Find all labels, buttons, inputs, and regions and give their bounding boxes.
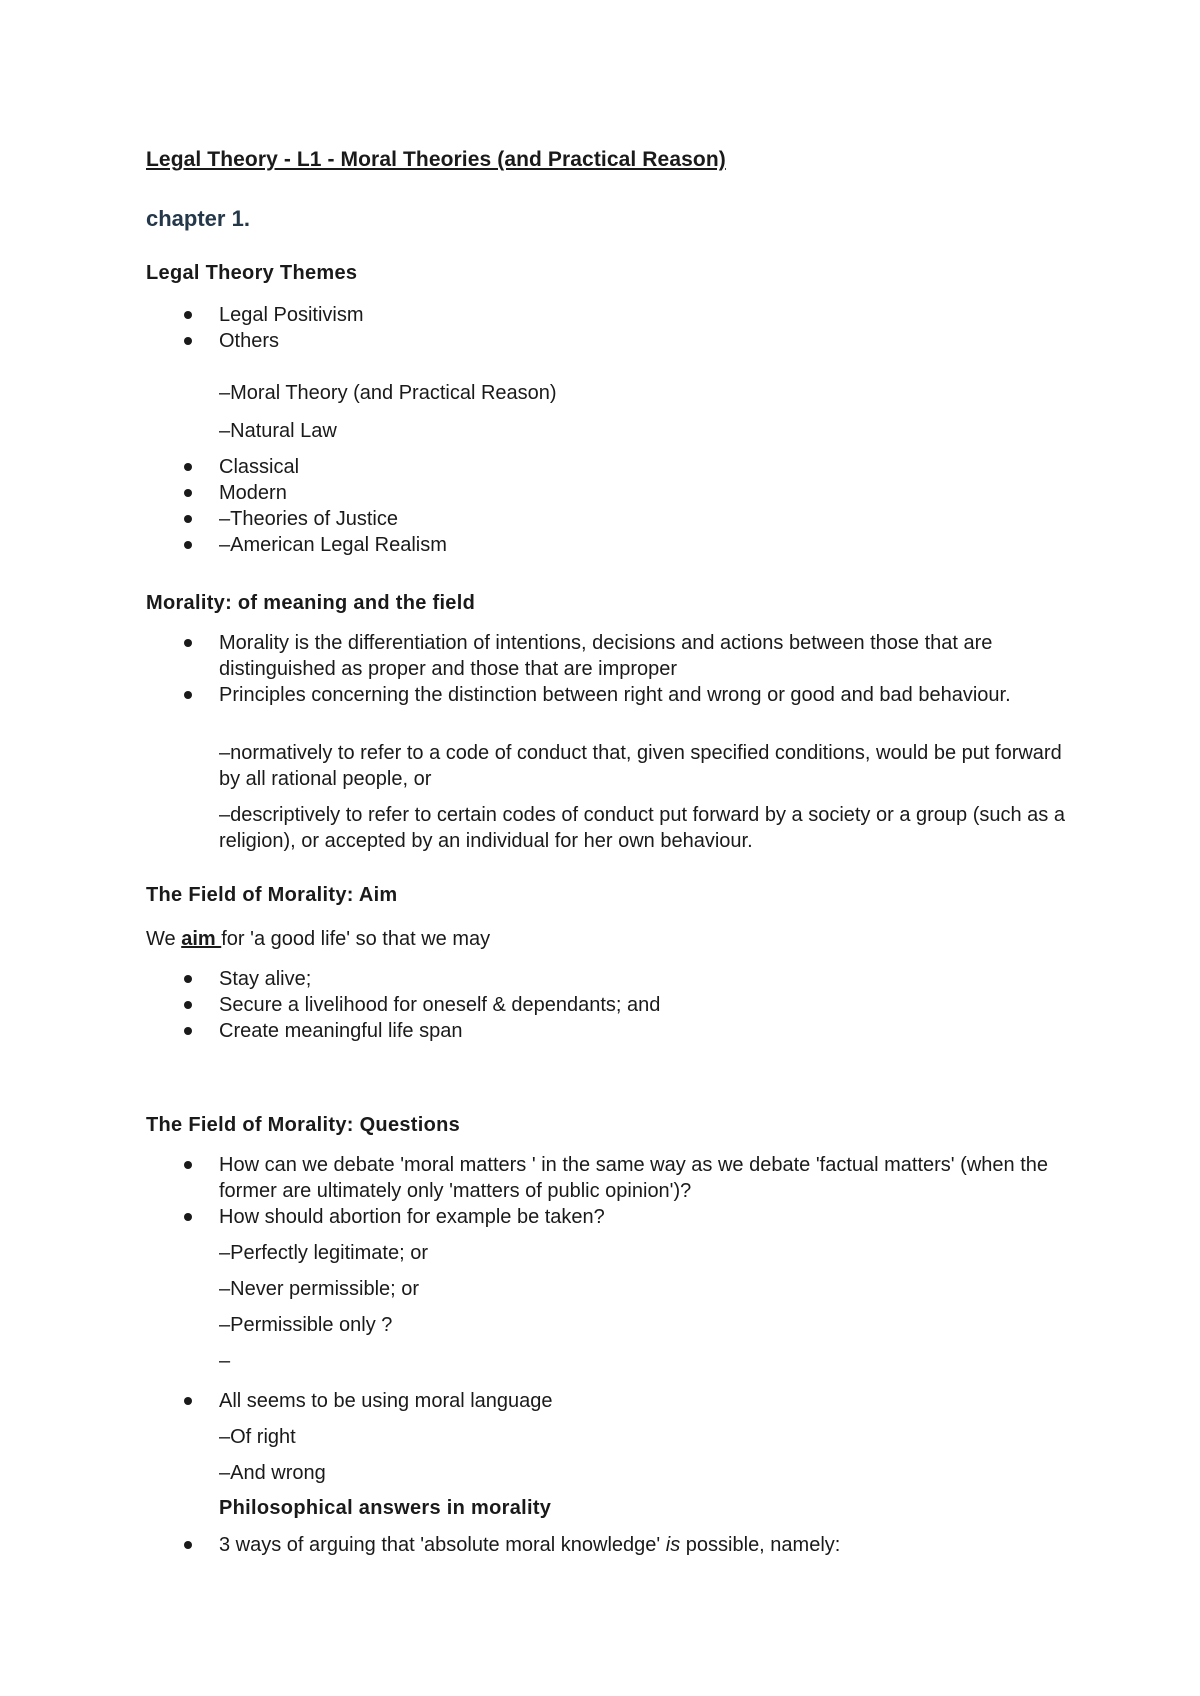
list-item: All seems to be using moral language <box>146 1388 1076 1414</box>
aim-list <box>146 966 1076 1044</box>
themes-list-b <box>146 454 1076 558</box>
section-heading-aim: The Field of Morality: Aim <box>146 884 398 906</box>
aim-intro <box>146 928 490 951</box>
section-heading-themes: Legal Theory Themes <box>146 262 358 284</box>
sub-item: –Permissible only ? <box>219 1314 393 1336</box>
morality-list <box>146 630 1076 708</box>
questions-list-b <box>146 1388 1076 1414</box>
section-heading-questions: The Field of Morality: Questions <box>146 1114 461 1136</box>
list-item: Secure a livelihood for oneself & dependants; and <box>146 992 1076 1018</box>
list-item: How can we debate 'moral matters ' in the same way as we debate 'factual matters' (when the former are ultimately only 'matters of public opinion')? <box>146 1152 1076 1204</box>
sub-item: –Never permissible; or <box>219 1278 420 1300</box>
subheading-philosophical: Philosophical answers in morality <box>219 1497 552 1519</box>
aim-intro-after: for 'a good life' so that we may <box>221 928 491 950</box>
questions-list-c <box>146 1532 1076 1558</box>
list-item: Stay alive; <box>146 966 1076 992</box>
sub-item: – <box>219 1350 231 1372</box>
sub-item: –Of right <box>219 1426 296 1448</box>
list-item: –Theories of Justice <box>146 506 1076 532</box>
list-item: –American Legal Realism <box>146 532 1076 558</box>
list-item: How should abortion for example be taken? <box>146 1204 1076 1230</box>
sub-item: –Natural Law <box>219 420 337 442</box>
aim-word: aim <box>181 928 222 950</box>
sub-item: –And wrong <box>219 1462 326 1484</box>
sub-item: –descriptively to refer to certain codes of conduct put forward by a society or a group (such as a religion), or accepted by an individual for her own behaviour. <box>219 804 1065 852</box>
list-item: Others <box>146 328 1076 354</box>
sub-item: –normatively to refer to a code of conduct that, given specified conditions, would be put forward by all rational people, or <box>219 742 1062 790</box>
aim-intro-before: We <box>146 928 182 950</box>
list-item: Classical <box>146 454 1076 480</box>
list-item <box>146 1532 1076 1558</box>
item-text-italic: is <box>665 1534 681 1556</box>
section-heading-morality: Morality: of meaning and the field <box>146 592 476 614</box>
list-item: Morality is the differentiation of intentions, decisions and actions between those that are distinguished as proper and those that are improper <box>146 630 1076 682</box>
item-text-before: 3 ways of arguing that 'absolute moral knowledge' <box>219 1534 666 1556</box>
sub-item: –Moral Theory (and Practical Reason) <box>219 382 557 404</box>
list-item: Legal Positivism <box>146 302 1076 328</box>
list-item: Modern <box>146 480 1076 506</box>
list-item: Principles concerning the distinction between right and wrong or good and bad behaviour. <box>146 682 1076 708</box>
themes-list-a <box>146 302 1076 354</box>
list-item: Create meaningful life span <box>146 1018 1076 1044</box>
questions-list-a <box>146 1152 1076 1230</box>
sub-item: –Perfectly legitimate; or <box>219 1242 428 1264</box>
document-title: Legal Theory - L1 - Moral Theories (and Practical Reason) <box>146 148 726 171</box>
chapter-heading: chapter 1. <box>146 206 250 231</box>
item-text-after: possible, namely: <box>680 1534 841 1556</box>
